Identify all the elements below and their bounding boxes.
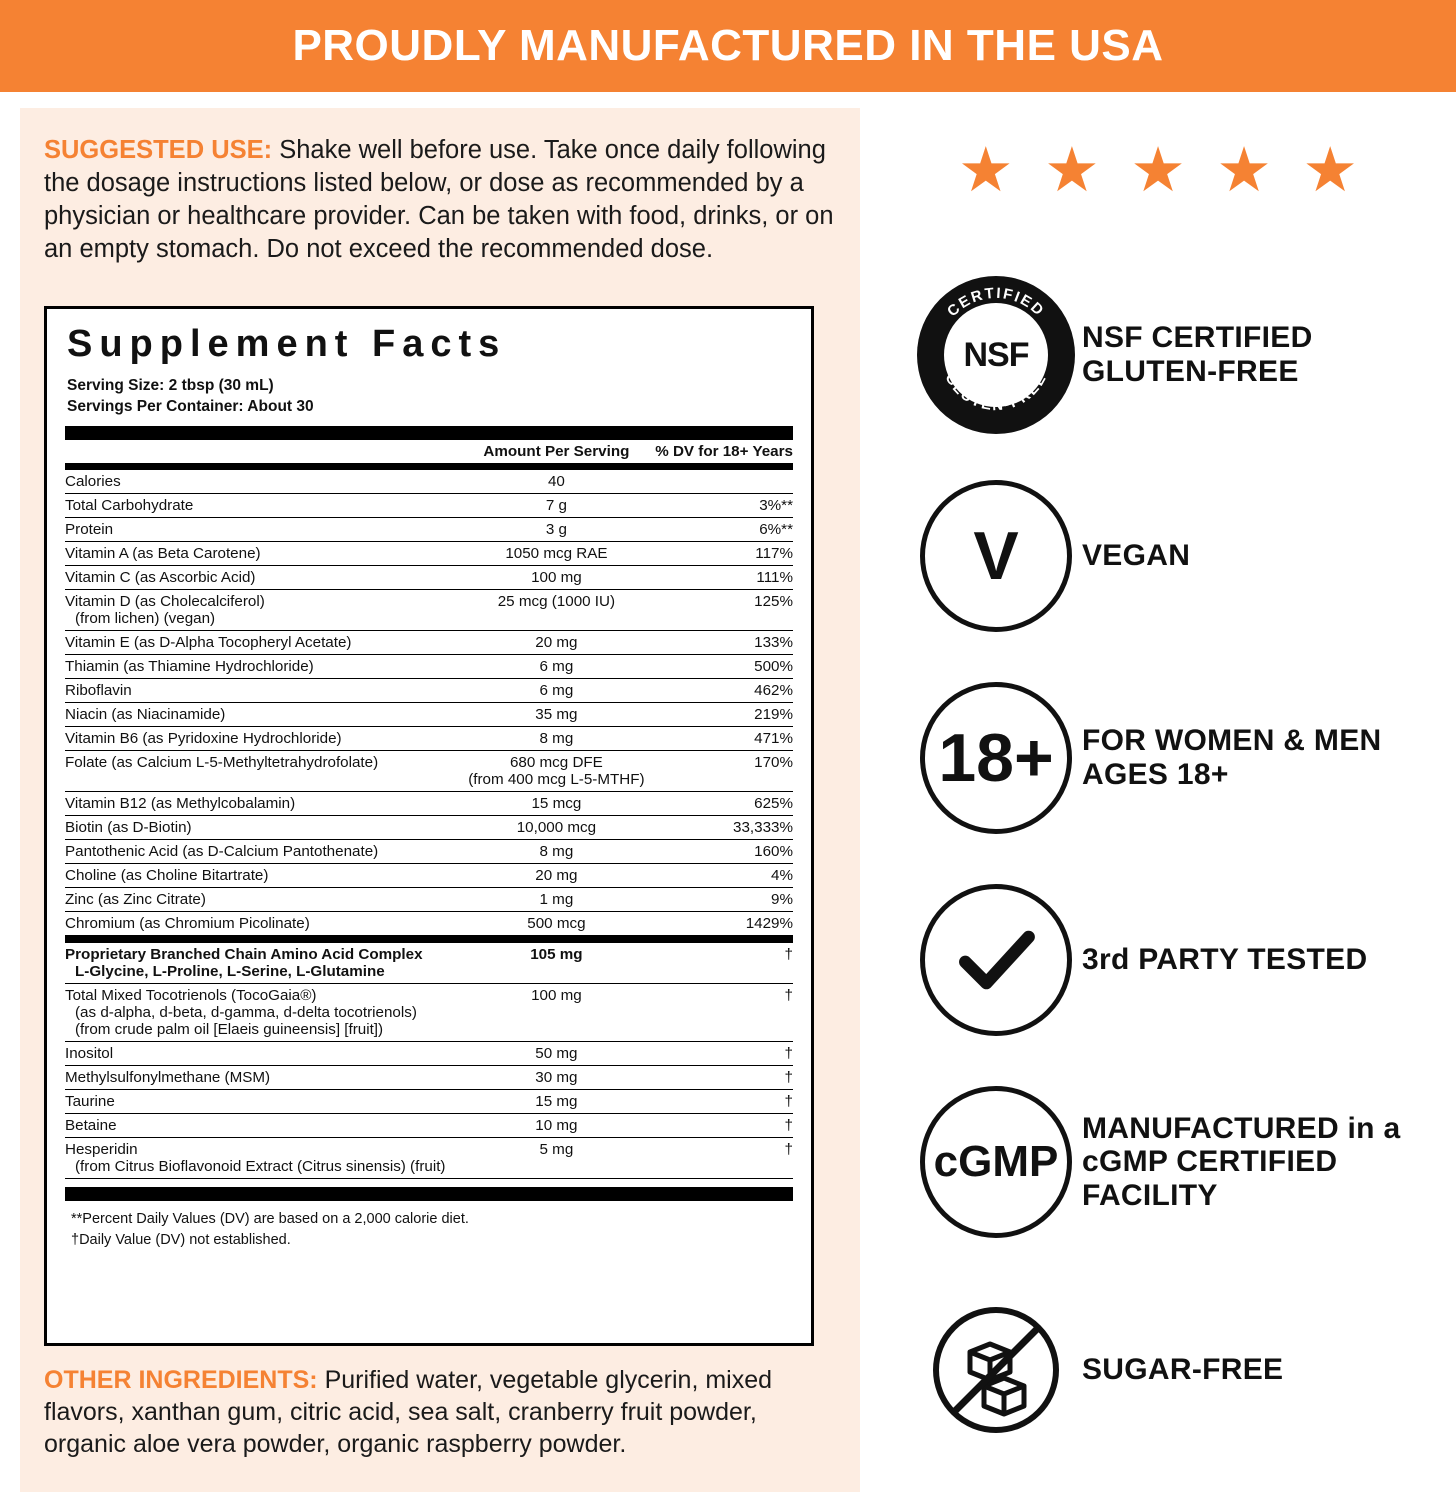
nutrient-subtext: L-Glycine, L-Proline, L-Serine, L-Glutamine [75, 962, 385, 980]
star-icon: ★ [958, 136, 1014, 205]
nutrient-amount-subtext: (from 400 mcg L-5-MTHF) [468, 770, 645, 788]
nutrient-dv: 160% [655, 839, 793, 863]
nsf-seal-arc-text [917, 276, 1075, 434]
cgmp-glyph: cGMP [933, 1137, 1059, 1186]
badge-label-sugar-free: SUGAR-FREE [1082, 1353, 1284, 1387]
table-row [65, 1041, 793, 1065]
badge-label-vegan: VEGAN [1082, 539, 1191, 573]
nutrient-dv: 462% [655, 678, 793, 702]
table-row [65, 589, 793, 630]
nutrient-amount: 15 mg [458, 1089, 655, 1113]
nutrient-name: Vitamin B12 (as Methylcobalamin) [65, 791, 458, 815]
divider-thick-top [65, 426, 793, 440]
nutrient-name: Pantothenic Acid (as D-Calcium Pantothenate) [65, 839, 458, 863]
vegan-v-icon [910, 480, 1082, 632]
nutrient-name: Folate (as Calcium L-5-Methyltetrahydrofolate) [65, 750, 458, 791]
nutrient-dv: 3%** [655, 493, 793, 517]
nutrient-dv: 625% [655, 791, 793, 815]
nutrient-name: Betaine [65, 1113, 458, 1137]
nutrient-name: Total Mixed Tocotrienols (TocoGaia®) (as d-alpha, d-beta, d-gamma, d-delta tocotrienols) (from crude palm oil [Elaeis guineensis] [fruit]) [65, 983, 458, 1041]
nutrient-amount: 3 g [458, 517, 655, 541]
badge-label-nsf: NSF CERTIFIED GLUTEN-FREE [1082, 321, 1313, 388]
divider-med-2 [65, 936, 793, 943]
checkmark-icon [910, 884, 1082, 1036]
nutrient-dv: † [655, 1041, 793, 1065]
nutrient-dv: 219% [655, 702, 793, 726]
table-row [65, 943, 793, 984]
nutrient-amount: 30 mg [458, 1065, 655, 1089]
table-row [65, 726, 793, 750]
table-row [65, 1113, 793, 1137]
nutrient-amount: 6 mg [458, 678, 655, 702]
table-row [65, 887, 793, 911]
nutrient-amount: 20 mg [458, 863, 655, 887]
nutrient-dv [655, 470, 793, 494]
nutrient-dv: 117% [655, 541, 793, 565]
nutrient-name: Protein [65, 517, 458, 541]
other-ingredients-paragraph [44, 1364, 844, 1460]
table-row [65, 565, 793, 589]
nutrient-amount: 35 mg [458, 702, 655, 726]
left-panel [20, 108, 860, 1492]
suggested-use-label: SUGGESTED USE: [44, 136, 273, 164]
table-row [65, 1137, 793, 1178]
col-header-amount: Amount Per Serving [483, 442, 630, 460]
nutrient-name: Chromium (as Chromium Picolinate) [65, 911, 458, 935]
badge-sugar-free [910, 1300, 1450, 1440]
table-row [65, 983, 793, 1041]
nutrient-name: Thiamin (as Thiamine Hydrochloride) [65, 654, 458, 678]
suggested-use-body: Shake well before use. Take once daily following the dosage instructions listed below, or dose as recommended by a physician or healthcare provider. Can be taken with food, drinks, or on an empty stomach. Do not exceed the recommended dose. [44, 136, 834, 264]
table-row [65, 1089, 793, 1113]
badge-label-age: FOR WOMEN & MEN AGES 18+ [1082, 724, 1382, 791]
nutrient-subtext: (from lichen) (vegan) [75, 609, 216, 627]
nsf-seal-center: NSF [944, 303, 1048, 407]
nutrient-amount: 10 mg [458, 1113, 655, 1137]
nutrient-name: Zinc (as Zinc Citrate) [65, 887, 458, 911]
nutrient-subtext: (from Citrus Bioflavonoid Extract (Citrus sinensis) (fruit) [75, 1157, 446, 1175]
nutrient-dv: 9% [655, 887, 793, 911]
nutrient-dv: 1429% [655, 911, 793, 935]
nutrient-amount: 8 mg [458, 726, 655, 750]
nutrient-amount: 20 mg [458, 630, 655, 654]
check-svg [948, 912, 1044, 1008]
badge-3rd-party-tested [910, 884, 1450, 1036]
nutrient-name: Proprietary Branched Chain Amino Acid Complex L-Glycine, L-Proline, L-Serine, L-Glutamine [65, 943, 458, 984]
top-banner [0, 0, 1456, 92]
table-row [65, 470, 793, 494]
nutrient-subtext: (from crude palm oil [Elaeis guineensis] [fruit]) [75, 1020, 384, 1038]
nutrient-amount: 5 mg [458, 1137, 655, 1178]
banner-title: PROUDLY MANUFACTURED IN THE USA [292, 21, 1164, 70]
star-icon: ★ [1130, 136, 1186, 205]
nutrient-amount: 40 [458, 470, 655, 494]
nutrient-name: Biotin (as D-Biotin) [65, 815, 458, 839]
blend-table [65, 943, 793, 1179]
serving-size: Serving Size: 2 tbsp (30 mL) [67, 377, 274, 394]
table-row [65, 791, 793, 815]
nutrient-name: Inositol [65, 1041, 458, 1065]
table-row [65, 839, 793, 863]
nutrient-subtext: (as d-alpha, d-beta, d-gamma, d-delta tocotrienols) [75, 1003, 417, 1021]
nutrient-amount: 1050 mcg RAE [458, 541, 655, 565]
footnote-dv-basis: **Percent Daily Values (DV) are based on a 2,000 calorie diet. [71, 1210, 469, 1227]
nutrient-amount: 100 mg [458, 983, 655, 1041]
nutrient-dv: 125% [655, 589, 793, 630]
nutrient-amount: 1 mg [458, 887, 655, 911]
nutrient-dv: 6%** [655, 517, 793, 541]
nutrient-dv: 500% [655, 654, 793, 678]
other-ingredients-label: OTHER INGREDIENTS: [44, 1366, 318, 1394]
table-row [65, 493, 793, 517]
nutrient-amount: 8 mg [458, 839, 655, 863]
table-row [65, 1065, 793, 1089]
nutrient-amount: 10,000 mcg [458, 815, 655, 839]
nutrient-name: Total Carbohydrate [65, 493, 458, 517]
divider-med-1 [65, 463, 793, 470]
badge-label-cgmp: MANUFACTURED in a cGMP CERTIFIED FACILITY [1082, 1111, 1401, 1212]
star-rating [958, 136, 1358, 206]
nutrient-table [65, 470, 793, 936]
nutrient-name: Calories [65, 470, 458, 494]
nutrient-name: Vitamin E (as D-Alpha Tocopheryl Acetate) [65, 630, 458, 654]
table-row [65, 517, 793, 541]
badge-cgmp [910, 1086, 1450, 1238]
nutrient-name: Vitamin A (as Beta Carotene) [65, 541, 458, 565]
star-icon: ★ [1302, 136, 1358, 205]
nutrient-name: Choline (as Choline Bitartrate) [65, 863, 458, 887]
badge-label-tested: 3rd PARTY TESTED [1082, 943, 1368, 977]
nutrient-name: Hesperidin (from Citrus Bioflavonoid Extract (Citrus sinensis) (fruit) [65, 1137, 458, 1178]
col-header-dv: % DV for 18+ Years [655, 442, 793, 460]
nutrient-amount: 680 mcg DFE (from 400 mcg L-5-MTHF) [458, 750, 655, 791]
nutrient-amount: 15 mcg [458, 791, 655, 815]
table-row [65, 702, 793, 726]
nsf-seal-bottom-text: GLUTEN-FREE [941, 369, 1051, 415]
nutrient-amount: 105 mg [458, 943, 655, 984]
nutrient-name: Taurine [65, 1089, 458, 1113]
nutrient-amount: 50 mg [458, 1041, 655, 1065]
nutrient-dv: † [655, 1137, 793, 1178]
nutrient-name: Vitamin C (as Ascorbic Acid) [65, 565, 458, 589]
table-row [65, 654, 793, 678]
nutrient-dv: 471% [655, 726, 793, 750]
nutrient-dv: 4% [655, 863, 793, 887]
table-row [65, 815, 793, 839]
nutrient-dv: † [655, 1065, 793, 1089]
table-row [65, 863, 793, 887]
nutrient-dv: 111% [655, 565, 793, 589]
vegan-glyph: V [973, 518, 1019, 594]
nutrient-dv: † [655, 983, 793, 1041]
badge-nsf-gluten-free [910, 276, 1450, 434]
nutrient-dv: 133% [655, 630, 793, 654]
footnotes [65, 1201, 793, 1251]
svg-text:GLUTEN-FREE [941, 370, 1050, 414]
star-icon: ★ [1044, 136, 1100, 205]
cgmp-icon [910, 1086, 1082, 1238]
nutrient-amount: 500 mcg [458, 911, 655, 935]
nutrient-dv: † [655, 1113, 793, 1137]
nutrient-amount: 25 mcg (1000 IU) [458, 589, 655, 630]
no-sugar-cubes-icon [910, 1300, 1082, 1440]
age-glyph: 18+ [938, 720, 1054, 796]
age-18-plus-icon [910, 682, 1082, 834]
table-row [65, 630, 793, 654]
nutrient-dv: 170% [655, 750, 793, 791]
other-ingredients-body: Purified water, vegetable glycerin, mixed flavors, xanthan gum, citric acid, sea salt, cranberry fruit powder, organic aloe vera powder, organic raspberry powder. [44, 1366, 773, 1458]
svg-text:CERTIFIED [944, 285, 1048, 320]
nutrient-amount: 6 mg [458, 654, 655, 678]
nutrient-name: Methylsulfonylmethane (MSM) [65, 1065, 458, 1089]
col-header-name [65, 440, 458, 463]
table-row [65, 911, 793, 935]
table-row [65, 750, 793, 791]
table-row [65, 678, 793, 702]
right-panel [880, 108, 1440, 1492]
facts-column-headers [65, 440, 793, 463]
facts-header-table [65, 440, 793, 463]
table-row [65, 541, 793, 565]
nutrient-name: Vitamin D (as Cholecalciferol) (from lichen) (vegan) [65, 589, 458, 630]
badge-age-18-plus [910, 682, 1450, 834]
star-icon: ★ [1216, 136, 1272, 205]
suggested-use-paragraph [44, 134, 844, 267]
nutrient-dv: † [655, 943, 793, 984]
servings-per-container: Servings Per Container: About 30 [67, 397, 314, 415]
nutrient-dv: 33,333% [655, 815, 793, 839]
divider-thick-bottom [65, 1187, 793, 1201]
no-sugar-svg [926, 1300, 1066, 1440]
badge-vegan [910, 480, 1450, 632]
nsf-seal-top-text: CERTIFIED [943, 284, 1049, 321]
supplement-facts-title: Supplement Facts [67, 323, 507, 365]
footnote-dagger: †Daily Value (DV) not established. [71, 1231, 291, 1248]
nutrient-name: Vitamin B6 (as Pyridoxine Hydrochloride) [65, 726, 458, 750]
nutrient-name: Riboflavin [65, 678, 458, 702]
nutrient-amount: 100 mg [458, 565, 655, 589]
supplement-facts-panel [44, 306, 814, 1346]
nutrient-amount: 7 g [458, 493, 655, 517]
nsf-gluten-free-seal-icon [910, 276, 1082, 434]
nutrient-dv: † [655, 1089, 793, 1113]
nutrient-name: Niacin (as Niacinamide) [65, 702, 458, 726]
